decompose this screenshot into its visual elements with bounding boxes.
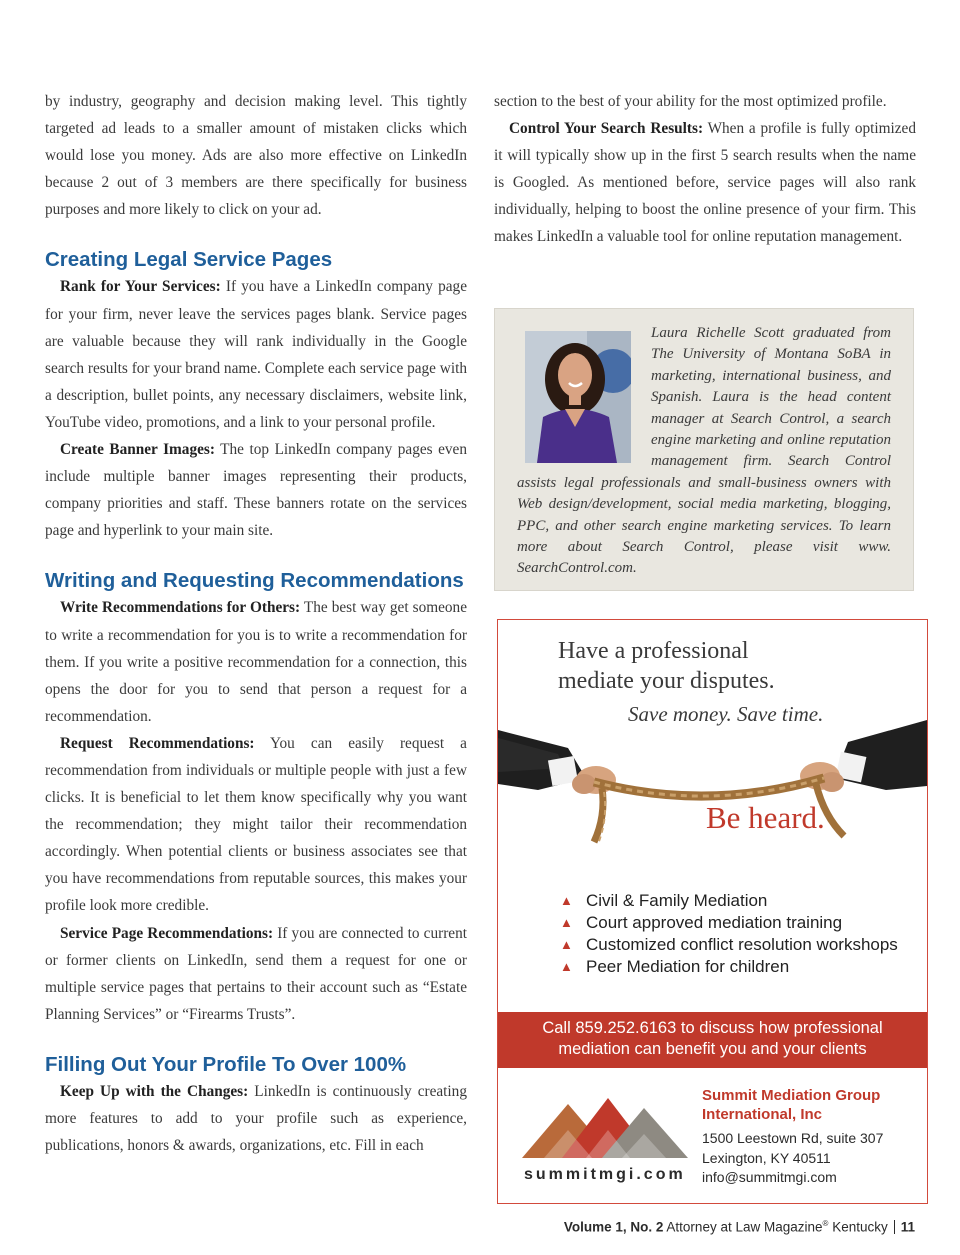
paragraph-rank-for-services [45, 273, 467, 436]
triangle-bullet-icon: ▲ [560, 937, 573, 952]
ad-services-list [560, 890, 898, 978]
lead-in: Keep Up with the Changes: [60, 1082, 249, 1100]
paragraph-text: The best way get someone to write a recommendation for you is to write a recommendation for them. If you write a positive recommendation for a connection, this opens the door for you to send that person a request for a recommendation. [45, 599, 467, 725]
ad-headline-line1: Have a professional [558, 638, 749, 664]
paragraph-text: The top LinkedIn company pages even include multiple banner images representing their products, company priorities and staff. These banners rotate on the services page and hyperlink to your main site. [45, 441, 467, 540]
footer-divider [894, 1220, 895, 1234]
footer-volume: Volume 1, No. 2 [563, 1219, 664, 1235]
address-line1: 1500 Leestown Rd, suite 307 [702, 1130, 884, 1146]
ad-call-to-action [498, 1012, 927, 1068]
service-label: Court approved mediation training [586, 913, 843, 932]
service-label: Civil & Family Mediation [586, 891, 768, 910]
list-item [560, 912, 898, 934]
mediation-advertisement [497, 619, 928, 1204]
lead-in: Service Page Recommendations: [60, 924, 274, 942]
section-heading-filling-out-profile: Filling Out Your Profile To Over 100% [45, 1052, 407, 1076]
page-footer [564, 1219, 915, 1235]
company-line1: Summit Mediation Group [702, 1087, 881, 1104]
ad-be-heard: Be heard. [706, 800, 825, 835]
ad-brand-name: summitmgi.com [524, 1166, 686, 1183]
list-item [560, 934, 898, 956]
paragraph-keep-up-with-changes [45, 1078, 467, 1159]
right-intro-paragraph: section to the best of your ability for the most optimized profile. [494, 93, 887, 110]
ad-tagline: Save money. Save time. [628, 702, 824, 726]
footer-registered-mark: ® [822, 1219, 829, 1228]
footer-publication: Attorney at Law Magazine [666, 1219, 823, 1235]
left-column [45, 88, 467, 1159]
ad-headline [558, 636, 898, 696]
paragraph-control-search-results [494, 115, 916, 250]
author-bio-text [517, 323, 891, 580]
intro-paragraph: by industry, geography and decision making level. This tightly targeted ad leads to a smaller amount of mistaken clicks which would lose you money. Ads are also more effective on LinkedIn because 2 out of 3 members are there specifically for business purposes and more likely to click on your ad. [45, 93, 467, 219]
paragraph-write-recommendations [45, 594, 467, 729]
paragraph-text: LinkedIn is continuously creating more features to add to your profile such as experience, publications, honors & awards, organizations, etc. Fill in each [45, 1082, 467, 1155]
ad-company-name [702, 1086, 880, 1124]
paragraph-text: When a profile is fully optimized it will typically show up in the first 5 search results when the name is Googled. As mentioned before, service pages will also rank individually, helping to boost the online presence of your firm. This makes LinkedIn a valuable tool for online reputation management. [494, 120, 916, 246]
lead-in: Rank for Your Services: [60, 278, 221, 296]
page-number: 11 [900, 1219, 915, 1235]
ad-headline-line2: mediate your disputes. [558, 668, 775, 694]
lead-in: Create Banner Images: [60, 441, 215, 459]
service-label: Customized conflict resolution workshops [586, 935, 898, 954]
paragraph-create-banner-images [45, 436, 467, 544]
company-line2: International, Inc [702, 1106, 823, 1123]
section-heading-creating-legal-service-pages: Creating Legal Service Pages [45, 248, 333, 272]
photo-spacer [517, 323, 651, 471]
address-line2: Lexington, KY 40511 [702, 1149, 831, 1166]
paragraph-request-recommendations [45, 730, 467, 920]
call-line1: Call 859.252.6163 to discuss how professional [542, 1019, 883, 1037]
author-bio-box [494, 308, 914, 591]
list-item [560, 956, 898, 978]
lead-in: Request Recommendations: [60, 734, 255, 752]
footer-region: Kentucky [832, 1219, 888, 1235]
paragraph-service-page-recommendations [45, 920, 467, 1028]
section-heading-writing-recommendations: Writing and Requesting Recommendations [45, 569, 464, 593]
lead-in: Write Recommendations for Others: [60, 599, 301, 617]
paragraph-text: If you are connected to current or former clients on LinkedIn, send them a request for one or multiple service pages that pertains to their account such as “Estate Planning Services” or “Firearms Trusts”. [45, 924, 467, 1023]
address-email: info@summitmgi.com [702, 1169, 837, 1185]
triangle-bullet-icon: ▲ [560, 915, 573, 930]
ad-address [702, 1129, 883, 1188]
paragraph-text: If you have a LinkedIn company page for your firm, never leave the services pages blank. Service pages are valuable because they will rank individually in the Google search results for your brand name. Complete each service page with a description, bullet points, any necessary disclaimers, website link, YouTube video, promotions, and a link to your personal profile. [45, 278, 467, 431]
service-label: Peer Mediation for children [586, 957, 790, 976]
tug-of-war-hands-icon [498, 720, 927, 870]
list-item [560, 890, 898, 912]
triangle-bullet-icon: ▲ [560, 893, 573, 908]
paragraph-text: You can easily request a recommendation from individuals or multiple people with just a few clicks. It is beneficial to let them know specifically why you want the recommendation; they might tailor their recommendation accordingly. When potential clients or business associates see that you have recommendations from reputable sources, this makes your profile look more credible. [45, 734, 467, 915]
bio-paragraph: Laura Richelle Scott graduated from The University of Montana SoBA in marketing, international business, and Spanish. Laura is the head content manager at Search Control, a search engine marketing and online reputation management firm. Search Control assists legal professionals and small-business owners with Web design/development, social media marketing, blogging, PPC, and other search engine marketing services. To learn more about Search Control, please visit www. SearchControl.com. [517, 325, 891, 577]
call-line2: mediation can benefit you and your clients [558, 1040, 867, 1058]
lead-in: Control Your Search Results: [509, 120, 704, 138]
right-column [494, 88, 916, 251]
triangle-bullet-icon: ▲ [560, 959, 573, 974]
